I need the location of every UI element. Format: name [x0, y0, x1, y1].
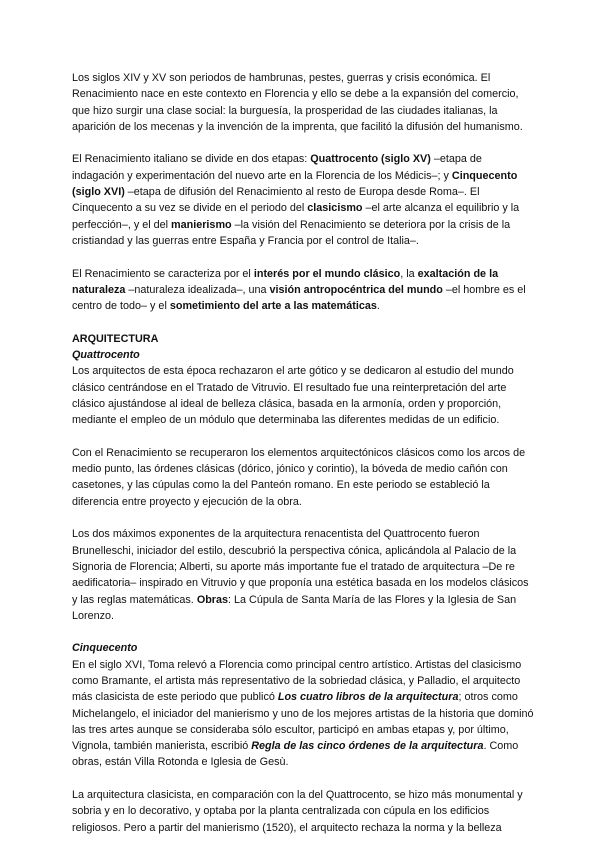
paragraph-exponentes: Los dos máximos exponentes de la arquitectura renacentista del Quattrocento fueron Brunelleschi, iniciador del estilo, descubrió la perspectiva cónica, aplicándola al Palacio de la Signoria de Florencia; Alberti, su aporte más importante fue el tratado de arquitectura –De re aedificatoria– inspirado en Vitruvio y que proponía una estética basada en los modelos clásicos y las reglas matemáticas. Obras: La Cúpula de Santa María de las Flores y la Iglesia de San Lorenzo. — [72, 528, 529, 622]
subheading-cinquecento: Cinquecento — [72, 642, 138, 655]
paragraph-cinquecento: En el siglo XVI, Toma relevó a Florencia como principal centro artístico. Artistas del clasicismo como Bramante, el artista más representativo de la sobriedad clásica, y Palladio, el arquitecto más clasicista de este periodo que publicó Los cuatro libros de la arquitectura; otros como Michelangelo, el iniciador del manierismo y uno de los mejores artistas de la historia que dominó las tres artes aunque se consideraba sólo escultor, participó en ambas etapas y, por último, Vignola, también manierista, escribió Regla de las cinco órdenes de la arquitectura. Como obras, están Villa Rotonda e Iglesia de Gesù. — [72, 658, 534, 769]
section-heading-arquitectura: ARQUITECTURA — [72, 332, 159, 345]
paragraph-elementos: Con el Renacimiento se recuperaron los elementos arquitectónicos clásicos como los arcos de medio punto, las órdenes clásicas (dórico, jónico y corintio), la bóveda de medio cañón con casetones, y las cúpulas como la del Panteón romano. En este periodo se estableció la diferencia entre proyecto y ejecución de la obra. — [72, 446, 526, 508]
paragraph-etapas: El Renacimiento italiano se divide en dos etapas: Quattrocento (siglo XV) –etapa de indagación y experimentación del nuevo arte en la Florencia de los Médicis–; y Cinquecento (siglo XVI) –etapa de difusión del Renacimiento al resto de Europa desde Roma–. El Cinquecento a su vez se divide en el periodo del clasicismo –el arte alcanza el equilibrio y la perfección–, y el del manierismo –la visión del Renacimiento se deteriora por la crisis de la cristiandad y las guerras entre España y Francia por el control de Italia–. — [72, 153, 520, 247]
term-vision-antropocentrica: visión antropocéntrica del mundo — [269, 283, 443, 296]
paragraph-clasicista: La arquitectura clasicista, en comparación con la del Quattrocento, se hizo más monumental y sobria y en lo decorativo, y optaba por la planta centralizada con cúpula en los edificios religiosos. Pero a partir del manierismo (1520), el arquitecto rechaza la norma y la belleza — [72, 789, 523, 834]
paragraph-quattrocento-intro: Los arquitectos de esta época rechazaron el arte gótico y se dedicaron al estudio del mundo clásico centrándose en el Tratado de Vitruvio. El resultado fue una reinterpretación del arte clásico ajustándose al ideal de belleza clásica, basada en la armonía, orden y proporción, mediante el empleo de un módulo que determinaba las diferentes medidas de un edificio. — [72, 365, 514, 427]
paragraph-intro: Los siglos XIV y XV son periodos de hambrunas, pestes, guerras y crisis económica. El Renacimiento nace en este contexto en Florencia y ello se debe a la expansión del comercio, que hizo surgir una clase social: la burguesía, la prosperidad de las ciudades italianas, la aparición de los mecenas y la invención de la imprenta, que facilitó la difusión del humanismo. — [72, 72, 523, 133]
term-cinquecento: Cinquecento (siglo XVI) — [72, 169, 518, 199]
term-quattrocento: Quattrocento (siglo XV) — [310, 153, 431, 166]
subheading-quattrocento: Quattrocento — [72, 349, 140, 362]
term-interes-clasico: interés por el mundo clásico — [253, 267, 401, 280]
document-page — [72, 70, 534, 836]
term-clasicismo: clasicismo — [307, 202, 363, 215]
term-exaltacion-naturaleza: exaltación de la naturaleza — [72, 267, 499, 296]
term-obras: Obras — [196, 593, 229, 606]
paragraph-caracteristicas: El Renacimiento se caracteriza por el interés por el mundo clásico, la exaltación de la naturaleza –naturaleza idealizada–, una visión antropocéntrica del mundo –el hombre es el centro de todo– y el sometimiento del arte a las matemáticas. — [72, 267, 526, 313]
term-sometimiento-matematicas: sometimiento del arte a las matemáticas — [169, 300, 377, 313]
title-regla-cinco-ordenes: Regla de las cinco órdenes de la arquitectura — [251, 740, 484, 753]
title-cuatro-libros: Los cuatro libros de la arquitectura — [277, 691, 459, 704]
term-manierismo: manierismo — [171, 218, 232, 231]
